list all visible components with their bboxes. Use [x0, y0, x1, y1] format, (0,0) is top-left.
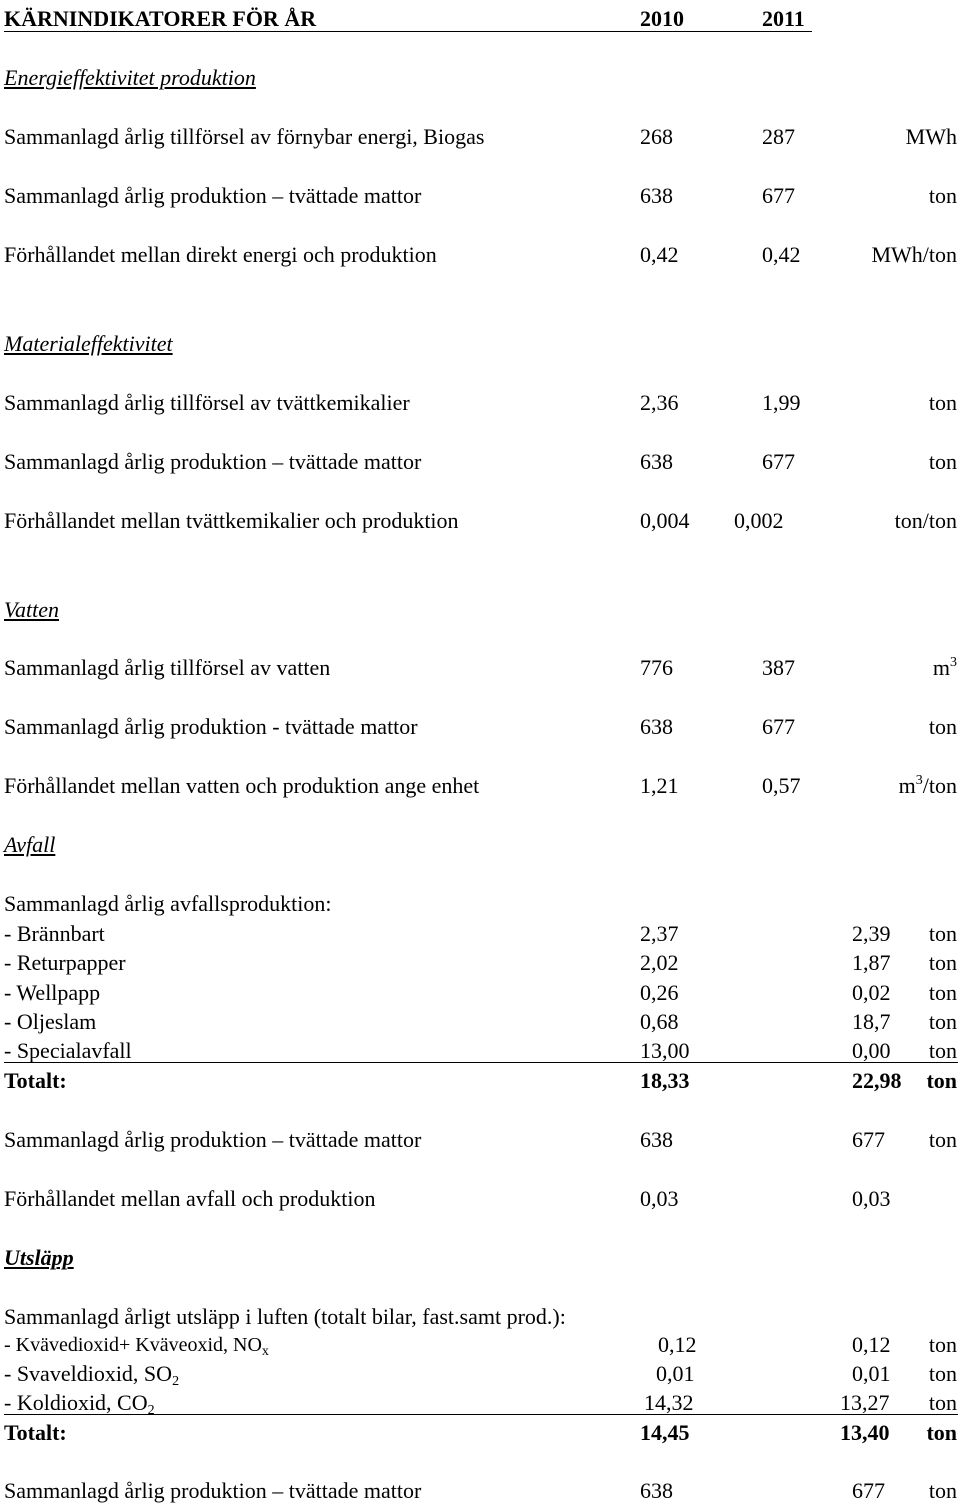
row-label: Sammanlagd årlig produktion – tvättade mattor [4, 183, 422, 208]
value-2010: 638 [640, 1478, 673, 1503]
value-2010: 0,42 [640, 242, 679, 267]
unit: ton [928, 1009, 957, 1034]
row-label: Sammanlagd årlig produktion – tvättade mattor [4, 1127, 422, 1152]
item-label: - Wellpapp [4, 980, 101, 1005]
value-2011: 677 [852, 1478, 885, 1503]
row-label: Förhållandet mellan avfall och produktion [4, 1186, 376, 1211]
row-label: Sammanlagd årlig tillförsel av vatten [4, 655, 331, 680]
emissions-intro: Sammanlagd årligt utsläpp i luften (totalt bilar, fast.samt prod.): [4, 1304, 566, 1329]
unit: $m^3$ [932, 655, 957, 680]
row-label: Sammanlagd årlig produktion - tvättade mattor [4, 714, 418, 739]
unit: ton [928, 1390, 957, 1415]
value-2011: 677 [762, 449, 795, 474]
unit: ton [928, 950, 957, 975]
section-heading-material: Materialeffektivitet [4, 331, 173, 356]
value-2011: 0,01 [852, 1361, 891, 1386]
value-2011: 677 [762, 714, 795, 739]
unit: ton [928, 714, 957, 739]
total-2010: 18,33 [640, 1068, 690, 1093]
value-2011: 1,87 [852, 950, 891, 975]
value-2010: 0,68 [640, 1009, 679, 1034]
value-2011: 0,002 [734, 508, 784, 533]
value-2010: 776 [640, 655, 673, 680]
unit: ton/ton [894, 508, 957, 533]
unit: ton [928, 980, 957, 1005]
unit: ton [928, 1332, 957, 1357]
value-2010: 268 [640, 124, 673, 149]
value-2011: 0,12 [852, 1332, 891, 1357]
value-2010: 2,37 [640, 921, 679, 946]
unit: ton [928, 390, 957, 415]
value-2010: 14,32 [644, 1390, 694, 1415]
section-heading-energy: Energieffektivitet produktion [4, 65, 256, 90]
value-2010: 0,004 [640, 508, 690, 533]
item-label: - Returpapper [4, 950, 126, 975]
value-2010: 638 [640, 183, 673, 208]
value-2011: 0,00 [852, 1038, 891, 1063]
row-label: Sammanlagd årlig tillförsel av förnybar energi, Biogas [4, 124, 485, 149]
total-separator [4, 1062, 958, 1063]
value-2011: 287 [762, 124, 795, 149]
header-underline [4, 31, 812, 32]
value-2010: 638 [640, 449, 673, 474]
total-2011: 13,40 [840, 1420, 890, 1445]
value-2011: 1,99 [762, 390, 801, 415]
unit: ton [926, 1068, 957, 1093]
item-label: - Koldioxid, $CO_2$ [4, 1390, 155, 1418]
value-2010: 0,12 [658, 1332, 697, 1357]
value-2011: 0,02 [852, 980, 891, 1005]
value-2011: 18,7 [852, 1009, 891, 1034]
section-heading-water: Vatten [4, 597, 59, 622]
total-2011: 22,98 [852, 1068, 902, 1093]
row-label: Förhållandet mellan direkt energi och produktion [4, 242, 437, 267]
value-2011: 0,03 [852, 1186, 891, 1211]
value-2011: 677 [852, 1127, 885, 1152]
value-2010: 13,00 [640, 1038, 690, 1063]
value-2010: 2,02 [640, 950, 679, 975]
value-2011: 677 [762, 183, 795, 208]
unit: ton [928, 1127, 957, 1152]
row-label: Förhållandet mellan vatten och produktion ange enhet [4, 773, 480, 798]
unit: ton [928, 183, 957, 208]
unit: $m^3$/ton [898, 773, 957, 798]
row-label: Förhållandet mellan tvättkemikalier och produktion [4, 508, 459, 533]
value-2010: 0,03 [640, 1186, 679, 1211]
item-label: - Oljeslam [4, 1009, 97, 1034]
value-2011: 0,57 [762, 773, 801, 798]
total-separator [4, 1414, 958, 1415]
total-label: Totalt: [4, 1068, 67, 1093]
unit: ton [928, 1038, 957, 1063]
total-2010: 14,45 [640, 1420, 690, 1445]
value-2011: 2,39 [852, 921, 891, 946]
item-label: - Kvävedioxid+ Kväveoxid, $NO_x$ [4, 1334, 269, 1359]
unit: ton [928, 1361, 957, 1386]
total-label: Totalt: [4, 1420, 67, 1445]
value-2011: 0,42 [762, 242, 801, 267]
value-2010: 1,21 [640, 773, 679, 798]
unit: ton [928, 1478, 957, 1503]
value-2010: 638 [640, 1127, 673, 1152]
item-label: - Brännbart [4, 921, 105, 946]
item-label: - Specialavfall [4, 1038, 132, 1063]
year-2011-header: 2011 [762, 6, 805, 31]
page-title: KÄRNINDIKATORER FÖR ÅR [4, 6, 317, 31]
value-2010: 0,26 [640, 980, 679, 1005]
unit: MWh/ton [871, 242, 957, 267]
unit: MWh [905, 124, 957, 149]
value-2011: 387 [762, 655, 795, 680]
row-label: Sammanlagd årlig produktion – tvättade mattor [4, 1478, 422, 1503]
row-label: Sammanlagd årlig produktion – tvättade mattor [4, 449, 422, 474]
unit: ton [926, 1420, 957, 1445]
year-2010-header: 2010 [640, 6, 684, 31]
unit: ton [928, 921, 957, 946]
value-2011: 13,27 [840, 1390, 890, 1415]
item-label: - Svaveldioxid, $SO_2$ [4, 1361, 180, 1389]
value-2010: 0,01 [656, 1361, 695, 1386]
section-heading-waste: Avfall [4, 832, 56, 857]
section-heading-emissions: Utsläpp [4, 1245, 74, 1270]
value-2010: 638 [640, 714, 673, 739]
row-label: Sammanlagd årlig tillförsel av tvättkemikalier [4, 390, 410, 415]
value-2010: 2,36 [640, 390, 679, 415]
waste-intro: Sammanlagd årlig avfallsproduktion: [4, 891, 332, 916]
unit: ton [928, 449, 957, 474]
